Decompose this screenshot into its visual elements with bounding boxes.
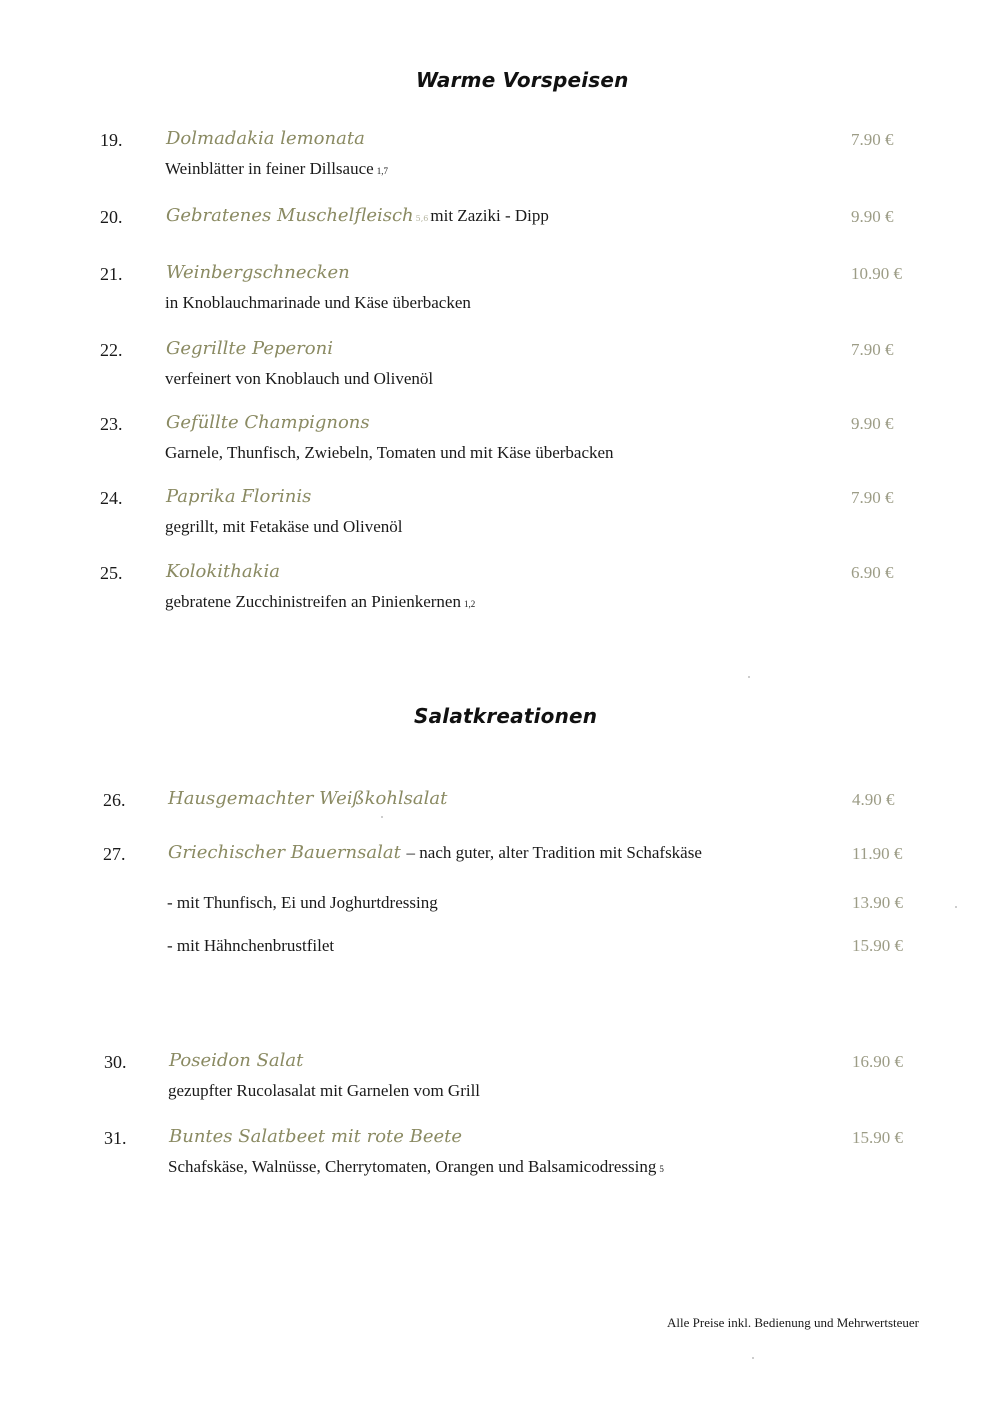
item-name-line [166, 205, 549, 226]
item-description: verfeinert von Knoblauch und Olivenöl [165, 369, 434, 388]
item-description: gezupfter Rucolasalat mit Garnelen vom Grill [168, 1081, 481, 1100]
item-description-text: gebratene Zucchinistreifen an Pinienkernen [165, 592, 461, 611]
item-price: 11.90 € [852, 844, 903, 863]
item-price: 7.90 € [851, 130, 894, 149]
item-description: Garnele, Thunfisch, Zwiebeln, Tomaten und mit Käse überbacken [165, 443, 614, 462]
item-name: Kolokithakia [166, 561, 281, 582]
item-number: 21. [100, 264, 123, 284]
allergen-note: 1,2 [463, 599, 476, 609]
item-description: gegrillt, mit Fetakäse und Olivenöl [165, 517, 403, 536]
subitem-description: - mit Thunfisch, Ei und Joghurtdressing [167, 893, 438, 912]
scan-speck [748, 676, 750, 678]
item-number: 30. [104, 1052, 127, 1072]
section-title-salatkreationen: Salatkreationen [414, 704, 598, 728]
item-number: 19. [100, 130, 123, 150]
item-description-text: Schafskäse, Walnüsse, Cherrytomaten, Orangen und Balsamicodressing [168, 1157, 657, 1176]
item-number: 25. [100, 563, 123, 583]
item-description [168, 1157, 664, 1177]
item-price: 7.90 € [851, 340, 894, 359]
item-description [165, 592, 475, 612]
item-name: Hausgemachter Weißkohlsalat [168, 788, 448, 809]
scan-speck [955, 906, 957, 908]
scan-speck [381, 816, 383, 818]
section-title-warme-vorspeisen: Warme Vorspeisen [416, 68, 629, 92]
scan-speck [752, 1357, 754, 1359]
item-price: 9.90 € [851, 207, 894, 226]
subitem-price: 13.90 € [852, 893, 903, 912]
footer-note: Alle Preise inkl. Bedienung und Mehrwertsteuer [667, 1315, 919, 1330]
item-price: 15.90 € [852, 1128, 903, 1147]
item-number: 22. [100, 340, 123, 360]
item-price: 4.90 € [852, 790, 895, 809]
item-description-text: Weinblätter in feiner Dillsauce [165, 159, 374, 178]
item-description [165, 159, 388, 179]
item-price: 16.90 € [852, 1052, 903, 1071]
item-price: 10.90 € [851, 264, 902, 283]
item-description: in Knoblauchmarinade und Käse überbacken [165, 293, 471, 312]
item-name: Weinbergschnecken [166, 262, 350, 283]
item-name-line [168, 842, 702, 863]
item-name: Gebratenes Muschelfleisch [166, 205, 414, 226]
item-name-suffix: – nach guter, alter Tradition mit Schafskäse [406, 843, 702, 862]
allergen-note: 5 [659, 1164, 664, 1174]
item-number: 27. [103, 844, 126, 864]
item-price: 9.90 € [851, 414, 894, 433]
item-name: Gegrillte Peperoni [166, 338, 333, 359]
item-name: Paprika Florinis [166, 486, 312, 507]
subitem-price: 15.90 € [852, 936, 903, 955]
item-name: Gefüllte Champignons [166, 412, 370, 433]
item-number: 20. [100, 207, 123, 227]
item-name: Buntes Salatbeet mit rote Beete [169, 1126, 463, 1147]
item-price: 6.90 € [851, 563, 894, 582]
item-name: Dolmadakia lemonata [166, 128, 365, 149]
item-number: 24. [100, 488, 123, 508]
item-price: 7.90 € [851, 488, 894, 507]
subitem-description: - mit Hähnchenbrustfilet [167, 936, 335, 955]
item-name: Griechischer Bauernsalat [168, 842, 401, 863]
item-number: 23. [100, 414, 123, 434]
item-name-suffix: mit Zaziki - Dipp [430, 206, 549, 225]
allergen-note: 5,6 [415, 214, 429, 223]
item-name: Poseidon Salat [169, 1050, 304, 1071]
item-number: 31. [104, 1128, 127, 1148]
allergen-note: 1,7 [376, 166, 388, 176]
item-number: 26. [103, 790, 126, 810]
